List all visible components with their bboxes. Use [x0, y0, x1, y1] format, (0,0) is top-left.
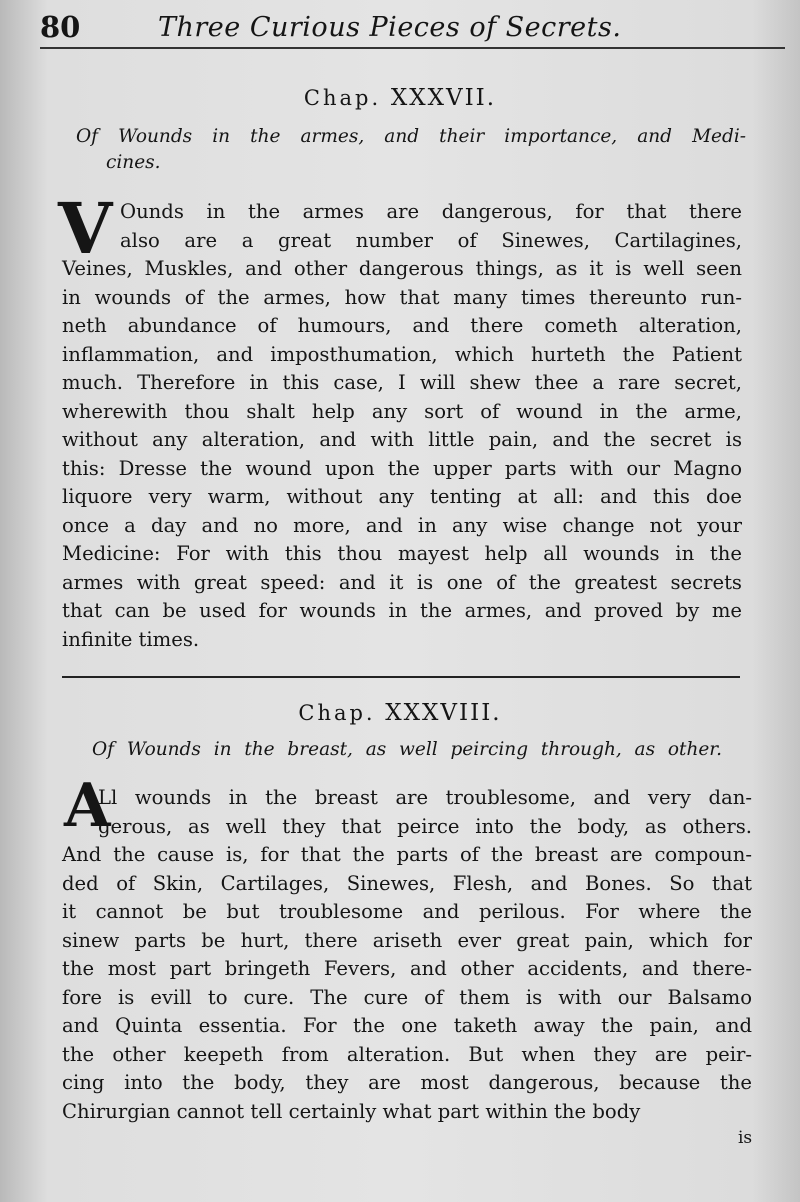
- text-line: Ounds in the armes are dangerous, for that there: [120, 200, 742, 223]
- section-rule: [62, 676, 740, 678]
- text-line: Medicine: For with this thou mayest help all wounds in the: [62, 542, 742, 565]
- drop-cap: A: [64, 771, 111, 841]
- text-line: Chirurgian cannot tell certainly what part within the body: [62, 1099, 641, 1123]
- text-line: Veines, Muskles, and other dangerous things, as it is well seen: [62, 257, 742, 280]
- text-line: cing into the body, they are most dangerous, because the: [62, 1071, 752, 1094]
- text-line: the other keepeth from alteration. But when they are peir-: [62, 1042, 752, 1066]
- subtitle-line: Of Wounds in the breast, as well peircing through, as other.: [92, 739, 722, 760]
- text-line: also are a great number of Sinewes, Cartilagines,: [120, 228, 742, 252]
- running-title: Three Curious Pieces of Secrets.: [158, 12, 622, 43]
- chapter-heading-38: [0, 700, 800, 726]
- chapter-heading-37: [0, 85, 800, 111]
- text-line: this: Dresse the wound upon the upper parts with our Magno: [62, 456, 742, 480]
- chapter-heading-prefix: Chap.: [303, 86, 382, 110]
- text-line: liquore very warm, without any tenting at all: and this doe: [62, 485, 742, 508]
- text-line: Ll wounds in the breast are troublesome, and very dan-: [98, 786, 752, 809]
- chapter-heading-number: XXXVIII.: [385, 700, 502, 726]
- text-line: inflammation, and imposthumation, which hurteth the Patient: [62, 342, 742, 366]
- text-line: wherewith thou shalt help any sort of wound in the arme,: [62, 399, 742, 423]
- text-line: infinite times.: [62, 627, 200, 651]
- text-line: And the cause is, for that the parts of the breast are compoun-: [62, 843, 752, 866]
- text-line: and Quinta essentia. For the one taketh away the pain, and: [62, 1014, 752, 1037]
- page-number: 80: [40, 10, 81, 44]
- subtitle-line: cines.: [106, 152, 161, 173]
- text-line: once a day and no more, and in any wise change not your: [62, 513, 742, 537]
- chapter-subtitle-37: [76, 124, 746, 176]
- chapter-body-37: [62, 198, 742, 654]
- text-line: in wounds of the armes, how that many times thereunto run-: [62, 285, 742, 309]
- header-rule: [40, 47, 785, 49]
- text-line: gerous, as well they that peirce into the body, as others.: [98, 814, 752, 838]
- text-line: it cannot be but troublesome and perilous. For where the: [62, 900, 752, 923]
- drop-cap: V: [58, 187, 113, 270]
- text-line: neth abundance of humours, and there cometh alteration,: [62, 314, 742, 337]
- chapter-body-38: [62, 784, 752, 1126]
- text-line: sinew parts be hurt, there ariseth ever great pain, which for: [62, 928, 752, 952]
- text-line: armes with great speed: and it is one of the greatest secrets: [62, 570, 742, 594]
- text-line: much. Therefore in this case, I will shew thee a rare secret,: [62, 371, 742, 394]
- subtitle-line: Of Wounds in the armes, and their importance, and Medi-: [76, 126, 746, 147]
- text-line: the most part bringeth Fevers, and other accidents, and there-: [62, 957, 752, 980]
- catchword: is: [738, 1128, 753, 1148]
- text-line: ded of Skin, Cartilages, Sinewes, Flesh, and Bones. So that: [62, 871, 752, 895]
- text-line: without any alteration, and with little pain, and the secret is: [62, 428, 742, 451]
- text-line: fore is evill to cure. The cure of them is with our Balsamo: [62, 985, 752, 1009]
- chapter-heading-prefix: Chap.: [298, 701, 376, 725]
- text-line: that can be used for wounds in the armes, and proved by me: [62, 599, 742, 622]
- page-header: [40, 10, 790, 50]
- chapter-heading-number: XXXVII.: [390, 85, 497, 111]
- chapter-subtitle-38: [92, 737, 722, 763]
